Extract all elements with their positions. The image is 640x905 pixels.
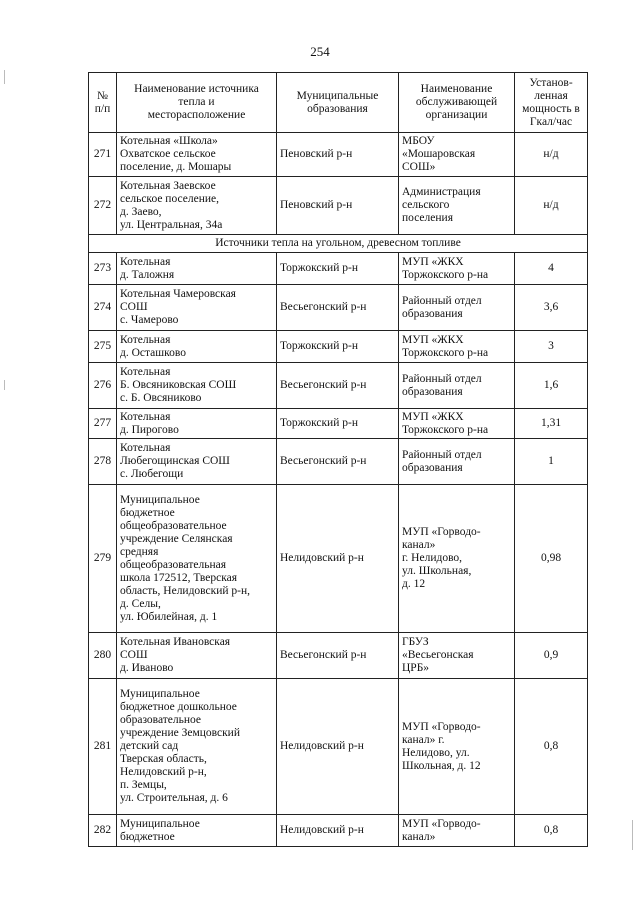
row-number: 282 <box>89 815 117 847</box>
municipality: Пеновский р-н <box>277 133 399 177</box>
source-name: Котельная Ивановская СОШ д. Иваново <box>117 633 277 679</box>
capacity: 1 <box>515 439 588 485</box>
source-name: Котельная Заевское сельское поселение, д. Заево, ул. Центральная, 34а <box>117 177 277 235</box>
source-name: Котельная Чамеровская СОШ с. Чамерово <box>117 285 277 331</box>
page-number: 254 <box>310 44 330 59</box>
table-row <box>89 253 588 285</box>
municipality: Весьегонский р-н <box>277 285 399 331</box>
capacity: н/д <box>515 177 588 235</box>
table-row <box>89 439 588 485</box>
capacity: 0,8 <box>515 815 588 847</box>
source-name: Котельная д. Пирогово <box>117 409 277 439</box>
header-municipality: Муниципальные образования <box>277 73 399 133</box>
municipality: Нелидовский р-н <box>277 679 399 815</box>
source-name: Котельная Любегощинская СОШ с. Любегощи <box>117 439 277 485</box>
row-number: 273 <box>89 253 117 285</box>
capacity: 4 <box>515 253 588 285</box>
organization: МУП «ЖКХ Торжокского р-на <box>399 253 515 285</box>
capacity: 0,9 <box>515 633 588 679</box>
header-number: № п/п <box>89 73 117 133</box>
header-organization: Наименование обслуживающей организации <box>399 73 515 133</box>
municipality: Нелидовский р-н <box>277 485 399 633</box>
header-source-name: Наименование источника тепла и месторасположение <box>117 73 277 133</box>
capacity: 3 <box>515 331 588 363</box>
row-number: 276 <box>89 363 117 409</box>
row-number: 274 <box>89 285 117 331</box>
municipality: Торжокский р-н <box>277 409 399 439</box>
municipality: Нелидовский р-н <box>277 815 399 847</box>
municipality: Торжокский р-н <box>277 331 399 363</box>
table-row <box>89 285 588 331</box>
row-number: 278 <box>89 439 117 485</box>
table-row <box>89 133 588 177</box>
row-number: 277 <box>89 409 117 439</box>
margin-mark <box>632 820 633 850</box>
table-row <box>89 633 588 679</box>
organization: Администрация сельского поселения <box>399 177 515 235</box>
header-capacity: Установ- ленная мощность в Гкал/час <box>515 73 588 133</box>
organization: Районный отдел образования <box>399 363 515 409</box>
source-name: Котельная д. Таложня <box>117 253 277 285</box>
municipality: Торжокский р-н <box>277 253 399 285</box>
row-number: 279 <box>89 485 117 633</box>
margin-mark <box>4 70 5 84</box>
table-header-row <box>89 73 588 133</box>
source-name: Котельная Б. Овсяниковская СОШ с. Б. Овсяниково <box>117 363 277 409</box>
table-row <box>89 331 588 363</box>
source-name: Муниципальное бюджетное <box>117 815 277 847</box>
row-number: 271 <box>89 133 117 177</box>
table-row <box>89 363 588 409</box>
organization: МБОУ «Мошаровская СОШ» <box>399 133 515 177</box>
municipality: Весьегонский р-н <box>277 633 399 679</box>
table-row <box>89 485 588 633</box>
capacity: 0,98 <box>515 485 588 633</box>
municipality: Весьегонский р-н <box>277 439 399 485</box>
row-number: 281 <box>89 679 117 815</box>
organization: ГБУЗ «Весьегонская ЦРБ» <box>399 633 515 679</box>
capacity: 1,31 <box>515 409 588 439</box>
municipality: Весьегонский р-н <box>277 363 399 409</box>
row-number: 280 <box>89 633 117 679</box>
capacity: 3,6 <box>515 285 588 331</box>
margin-mark <box>4 380 5 390</box>
section-title: Источники тепла на угольном, древесном топливе <box>89 235 588 253</box>
source-name: Муниципальное бюджетное общеобразовательное учреждение Селянская средняя общеобразовательная школа 172512, Тверская область, Нелидовский р-н, д. Селы, ул. Юбилейная, д. 1 <box>117 485 277 633</box>
heat-sources-table <box>88 72 588 847</box>
source-name: Котельная д. Осташково <box>117 331 277 363</box>
source-name: Муниципальное бюджетное дошкольное образовательное учреждение Земцовский детский сад Тверская область, Нелидовский р-н, п. Земцы, ул. Строительная, д. 6 <box>117 679 277 815</box>
organization: Районный отдел образования <box>399 285 515 331</box>
section-row <box>89 235 588 253</box>
table-row <box>89 815 588 847</box>
municipality: Пеновский р-н <box>277 177 399 235</box>
capacity: 0,8 <box>515 679 588 815</box>
source-name: Котельная «Школа» Охватское сельское поселение, д. Мошары <box>117 133 277 177</box>
row-number: 275 <box>89 331 117 363</box>
organization: Районный отдел образования <box>399 439 515 485</box>
organization: МУП «ЖКХ Торжокского р-на <box>399 409 515 439</box>
capacity: 1,6 <box>515 363 588 409</box>
organization: МУП «Горводо- канал» <box>399 815 515 847</box>
table-row <box>89 177 588 235</box>
row-number: 272 <box>89 177 117 235</box>
organization: МУП «ЖКХ Торжокского р-на <box>399 331 515 363</box>
table-row <box>89 409 588 439</box>
table-row <box>89 679 588 815</box>
organization: МУП «Горводо- канал» г. Нелидово, ул. Школьная, д. 12 <box>399 679 515 815</box>
capacity: н/д <box>515 133 588 177</box>
organization: МУП «Горводо- канал» г. Нелидово, ул. Школьная, д. 12 <box>399 485 515 633</box>
